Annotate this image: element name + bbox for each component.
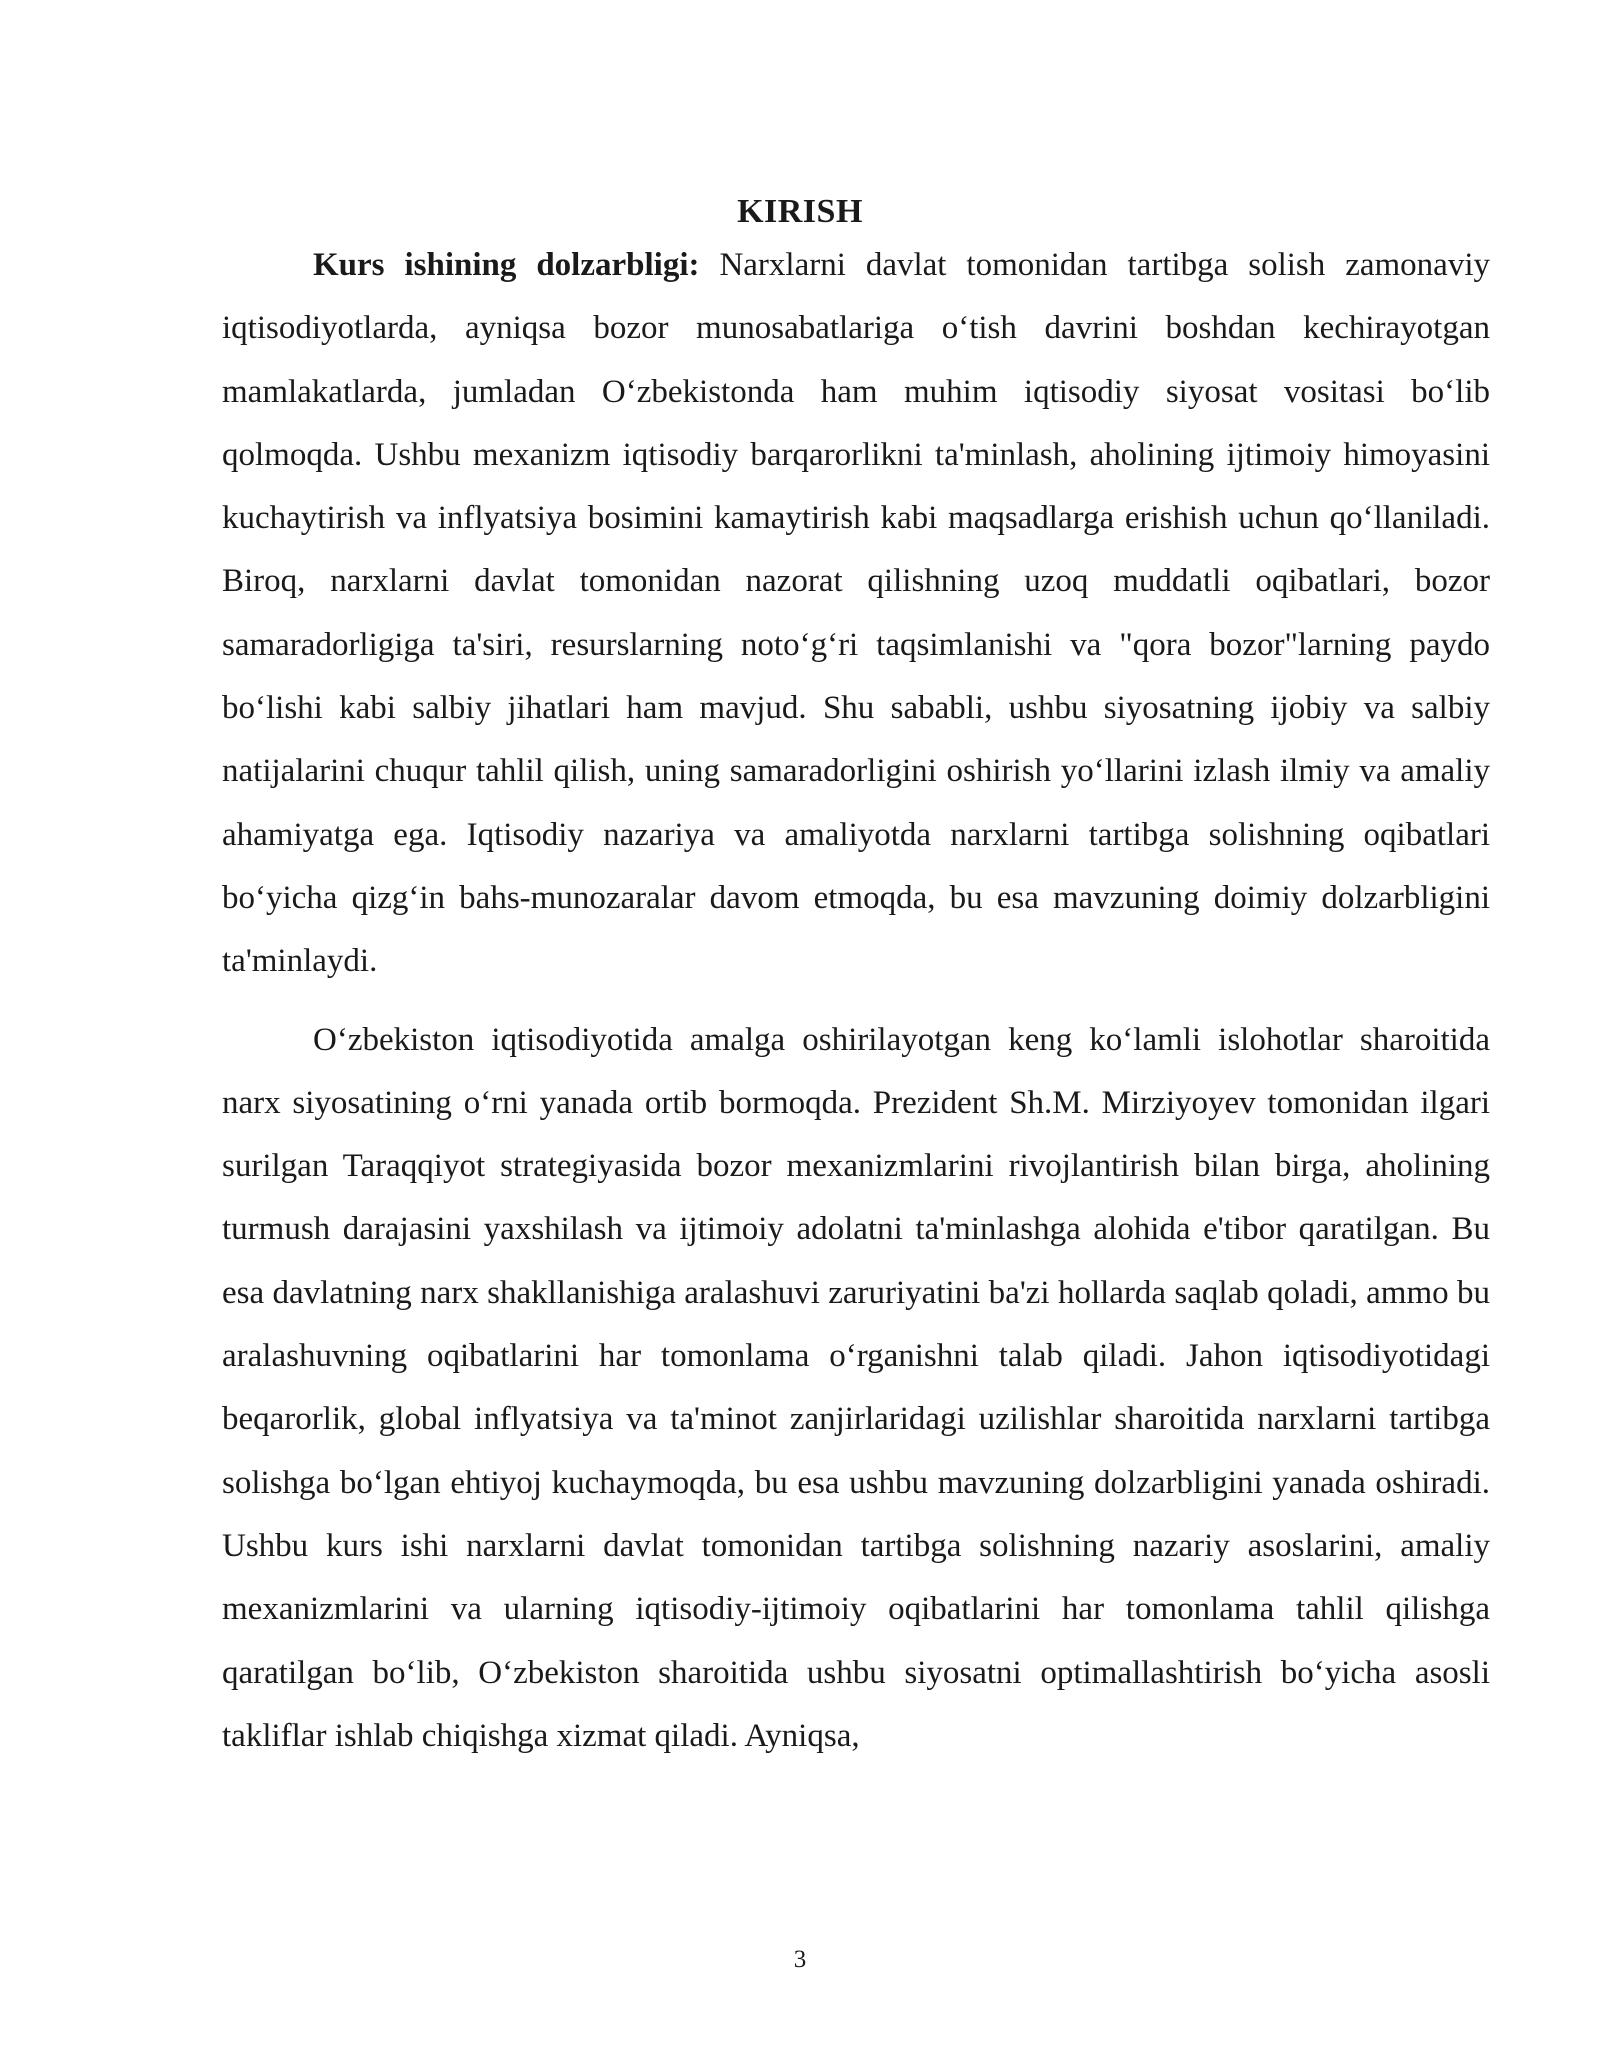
paragraph-lead: Kurs ishining dolzarbligi: [313, 247, 700, 283]
section-title: KIRISH [737, 193, 863, 230]
paragraph-relevance [222, 234, 1490, 994]
body-text [222, 234, 1490, 1768]
paragraph-reforms: O‘zbekiston iqtisodiyotida amalga oshirilayotgan keng ko‘lamli islohotlar sharoitida narx siyosatining o‘rni yanada ortib bormoqda. Prezident Sh.M. Mirziyoyev tomonidan ilgari surilgan Taraqqiyot strategiyasida bozor mexanizmlarini rivojlantirish bilan birga, aholining turmush darajasini yaxshilash va ijtimoiy adolatni ta'minlashga alohida e'tibor qaratilgan. Bu esa davlatning narx shakllanishiga aralashuvi zaruriyatini ba'zi hollarda saqlab qoladi, ammo bu aralashuvning oqibatlarini har tomonlama o‘rganishni talab qiladi. Jahon iqtisodiyotidagi beqarorlik, global inflyatsiya va ta'minot zanjirlaridagi uzilishlar sharoitida narxlarni tartibga solishga bo‘lgan ehtiyoj kuchaymoqda, bu esa ushbu mavzuning dolzarbligini yanada oshiradi. Ushbu kurs ishi narxlarni davlat tomonidan tartibga solishning nazariy asoslarini, amaliy mexanizmlarini va ularning iqtisodiy-ijtimoiy oqibatlarini har tomonlama tahlil qilishga qaratilgan bo‘lib, O‘zbekiston sharoitida ushbu siyosatni optimallashtirish bo‘yicha asosli takliflar ishlab chiqishga xizmat qiladi. Ayniqsa, [222, 1021, 1490, 1754]
page-number: 3 [793, 1946, 807, 1973]
paragraph-text: Narxlarni davlat tomonidan tartibga solish zamonaviy iqtisodiyotlarda, ayniqsa bozor munosabatlariga o‘tish davrini boshdan kechirayotgan mamlakatlarda, jumladan O‘zbekistonda ham muhim iqtisodiy siyosat vositasi bo‘lib qolmoqda. Ushbu mexanizm iqtisodiy barqarorlikni ta'minlash, aholining ijtimoiy himoyasini kuchaytirish va inflyatsiya bosimini kamaytirish kabi maqsadlarga erishish uchun qo‘llaniladi. Biroq, narxlarni davlat tomonidan nazorat qilishning uzoq muddatli oqibatlari, bozor samaradorligiga ta'siri, resurslarning noto‘g‘ri taqsimlanishi va "qora bozor"larning paydo bo‘lishi kabi salbiy jihatlari ham mavjud. Shu sababli, ushbu siyosatning ijobiy va salbiy natijalarini chuqur tahlil qilish, uning samaradorligini oshirish yo‘llarini izlash ilmiy va amaliy ahamiyatga ega. Iqtisodiy nazariya va amaliyotda narxlarni tartibga solishning oqibatlari bo‘yicha qizg‘in bahs-munozaralar davom etmoqda, bu esa mavzuning doimiy dolzarbligini ta'minlaydi. [222, 247, 1490, 980]
